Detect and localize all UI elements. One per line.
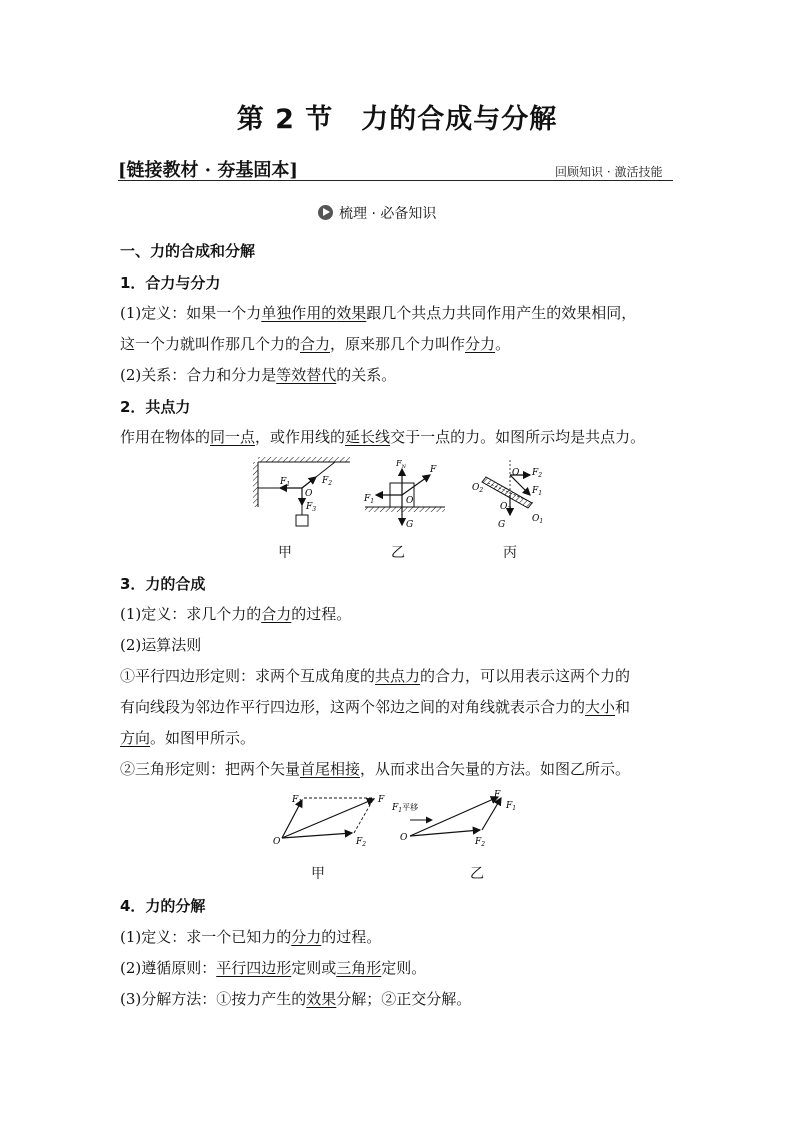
underlined-answer: 首尾相接 [300, 760, 361, 778]
svg-text:F1: $F_1$ [506, 801, 517, 812]
ceiling [258, 457, 350, 462]
paragraph-definition-1 [120, 302, 636, 323]
heading-concurrent-forces: 2．共点力 [120, 398, 191, 416]
caption-jia: 甲 [278, 545, 292, 561]
svg-text:F2: $F_2$ [475, 837, 486, 848]
underlined-answer: 方向 [120, 729, 151, 747]
text: (1)定义：求一个已知力的 [120, 928, 292, 946]
vector-rules-figure [270, 788, 530, 853]
paragraph-parallelogram-2 [120, 696, 630, 717]
caption-yi: 乙 [391, 545, 405, 561]
paragraph-method [120, 988, 471, 1009]
underlined-answer: 延长线 [345, 428, 391, 446]
text: 的合力，可以用表示这两个力的 [420, 667, 631, 685]
text: (3)分解方法：①按力产生的 [120, 990, 307, 1008]
heading-resultant: 1．合力与分力 [120, 274, 221, 292]
heading-composition: 3．力的合成 [120, 575, 206, 593]
text: (1)定义：求几个力的 [120, 605, 262, 623]
heading-force-composition: 一、力的合成和分解 [120, 242, 256, 260]
text: 。如图甲所示。 [150, 729, 256, 747]
heading-decomposition: 4．力的分解 [120, 897, 206, 915]
triangle-figure [391, 790, 516, 848]
section-heading [318, 203, 436, 223]
underlined-answer: 效果 [336, 304, 367, 322]
text: ①平行四边形定则：求两个互成角度的 [120, 667, 376, 685]
text: (1)定义：如果一个力 [120, 304, 262, 322]
text: ，或作用线的 [255, 428, 346, 446]
text: 作用在物体的 [120, 428, 211, 446]
hanging-block [296, 515, 308, 526]
text: 和 [615, 698, 631, 716]
text: ，原来那几个力叫作 [330, 335, 466, 353]
text: 跟几个共点力共同作用产生的效果相同， [366, 304, 637, 322]
text: 定则或 [291, 959, 337, 977]
caption-yi-2: 乙 [470, 866, 484, 882]
wall [253, 462, 258, 507]
underlined-answer: 大小 [585, 698, 616, 716]
svg-text:O1: $O_1$ [532, 514, 544, 525]
text: 分解；②正交分解。 [336, 990, 472, 1008]
text: (2)遵循原则： [120, 959, 217, 977]
caption-bing: 丙 [503, 545, 517, 561]
svg-text:F1: $F_1$ [280, 477, 291, 488]
force-arrow-f2 [302, 477, 316, 488]
svg-text:F: F [430, 465, 437, 475]
text: (2)关系：合力和分力是 [120, 366, 277, 384]
underlined-answer: 效果 [306, 990, 337, 1008]
ground [365, 507, 445, 512]
text: ②三角形定则：把两个矢量 [120, 760, 301, 778]
text: 这一个力就叫作那几个力的 [120, 335, 301, 353]
svg-text:F1平移: $F_1$平移 [392, 803, 419, 814]
underlined-answer: 同一点 [210, 428, 256, 446]
svg-text:O: O [273, 837, 281, 847]
underlined-answer: 分力 [465, 335, 496, 353]
caption-jia-2: 甲 [311, 866, 325, 882]
paragraph-concurrent [120, 426, 645, 447]
svg-text:F3: $F_3$ [306, 502, 317, 513]
text: 定则。 [381, 959, 427, 977]
svg-text:F: F [378, 795, 385, 805]
paragraph-definition-2 [120, 333, 510, 354]
text: 有向线段为邻边作平行四边形，这两个邻边之间的对角线就表示合力的 [120, 698, 586, 716]
header-right: 回顾知识 · 激活技能 [555, 165, 663, 179]
svg-text:F1: $F_1$ [532, 486, 543, 497]
text: 的关系。 [336, 366, 397, 384]
page-title: 第 2 节 力的合成与分解 [236, 104, 558, 135]
underlined-answer: 合力 [300, 335, 331, 353]
paragraph-principle [120, 957, 426, 978]
svg-text:O2: $O_2$ [472, 483, 484, 494]
parallelogram-figure [273, 795, 385, 848]
paragraph-relation [120, 364, 396, 385]
svg-text:O3: $O_3$ [500, 502, 512, 513]
text: 。 [495, 335, 511, 353]
underlined-answer: 单独作用的 [261, 304, 337, 322]
paragraph-triangle [120, 758, 630, 779]
svg-text:F2: $F_2$ [356, 837, 367, 848]
text: 的过程。 [291, 605, 352, 623]
paragraph-parallelogram-3 [120, 727, 255, 748]
concurrent-forces-figure [250, 455, 560, 535]
text: 交于一点的力。如图所示均是共点力。 [390, 428, 646, 446]
underlined-answer: 共点力 [375, 667, 421, 685]
svg-text:F: F [494, 790, 501, 800]
figure-bing [472, 460, 543, 530]
svg-text:G: G [498, 520, 506, 530]
svg-text:O: O [305, 489, 313, 499]
section-heading-label: 梳理 · 必备知识 [339, 206, 437, 222]
svg-text:F1: $F_1$ [292, 795, 303, 806]
svg-text:O: O [400, 833, 408, 843]
underlined-answer: 等效替代 [276, 366, 337, 384]
svg-text:F2: $F_2$ [532, 468, 543, 479]
underlined-answer: 分力 [291, 928, 322, 946]
vector-f [410, 797, 498, 836]
header-rule [118, 180, 673, 181]
svg-text:O: O [512, 468, 520, 478]
svg-text:G: G [406, 520, 414, 530]
text: 的过程。 [321, 928, 382, 946]
underlined-answer: 三角形 [336, 959, 382, 977]
svg-text:O: O [406, 496, 414, 506]
svg-text:FN: $F_N$ [396, 459, 406, 470]
header-left: [链接教材 · 夯基固本] [118, 160, 298, 181]
svg-text:F2: $F_2$ [322, 476, 333, 487]
paragraph-composition-def [120, 603, 351, 624]
paragraph-parallelogram-1 [120, 665, 630, 686]
paragraph-decomposition-def [120, 926, 381, 947]
figure-jia [253, 457, 350, 526]
underlined-answer: 平行四边形 [216, 959, 292, 977]
paragraph-rules-head: (2)运算法则 [120, 636, 202, 654]
underlined-answer: 合力 [261, 605, 292, 623]
text: ，从而求出合矢量的方法。如图乙所示。 [360, 760, 631, 778]
figure-yi [363, 459, 445, 530]
svg-text:F1: $F_1$ [364, 494, 375, 505]
play-icon [318, 205, 333, 220]
